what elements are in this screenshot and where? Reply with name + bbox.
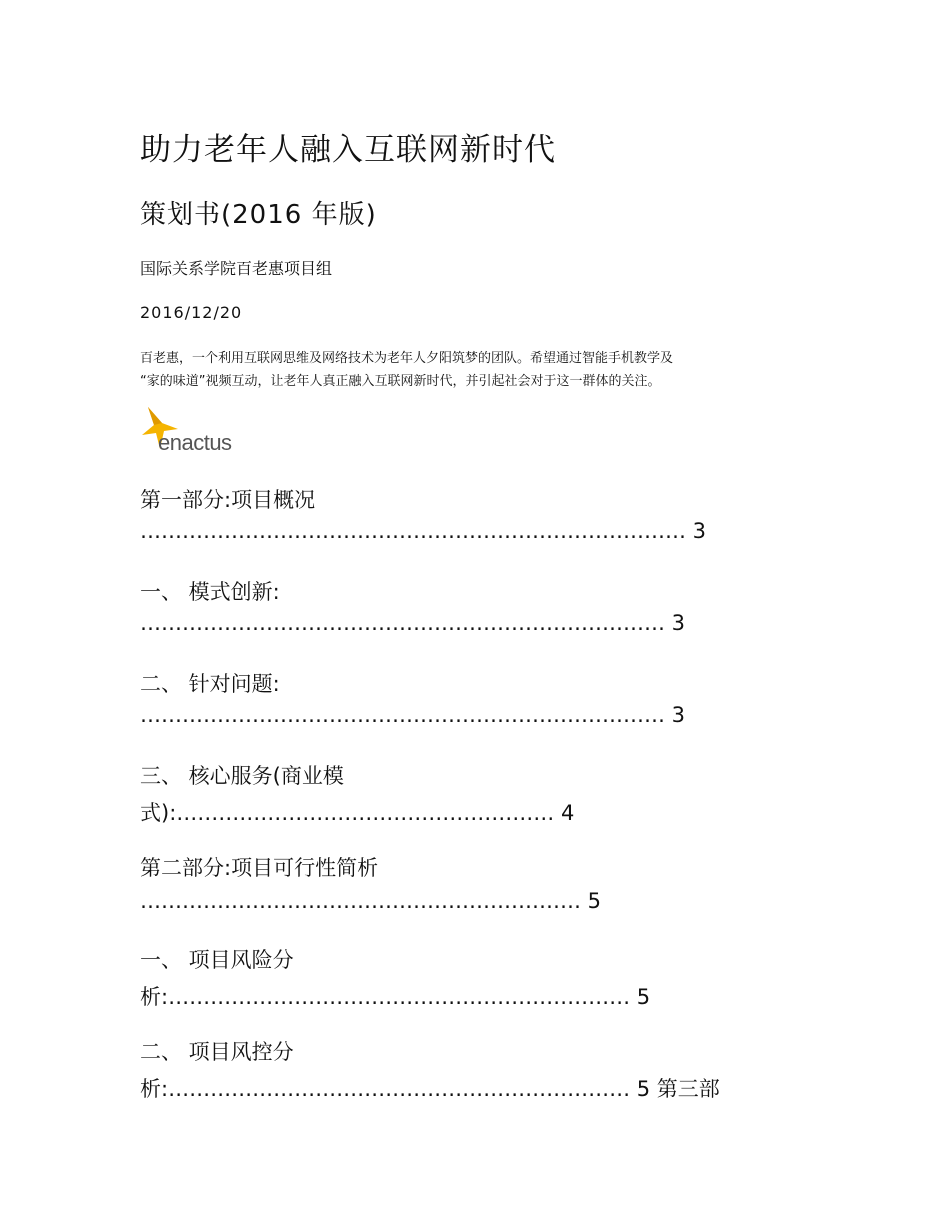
document-date: 2016/12/20 — [140, 303, 243, 322]
toc-entry-7-title: 二、 项目风控分 — [140, 1040, 294, 1064]
toc-entry-3-leader: ………………………………………………………………… 3 — [140, 703, 686, 727]
toc-entry-5-title: 第二部分:项目可行性简析 — [140, 856, 379, 880]
toc-entry-1-title: 第一部分:项目概况 — [140, 488, 316, 512]
description-line-2: “家的味道”视频互动，让老年人真正融入互联网新时代，并引起社会对于这一群体的关注。 — [140, 374, 661, 389]
toc-entry-5-leader: ……………………………………………………… 5 — [140, 889, 602, 913]
toc-entry-6-leader: 析:………………………………………………………… 5 — [140, 985, 651, 1009]
toc-entry-2-leader: ………………………………………………………………… 3 — [140, 611, 686, 635]
toc-entry-7-leader: 析:………………………………………………………… 5 第三部 — [140, 1077, 720, 1101]
toc-entry-1-leader: …………………………………………………………………… 3 — [140, 519, 707, 543]
document-title: 助力老年人融入互联网新时代 — [140, 132, 556, 168]
project-description — [140, 347, 820, 393]
toc-entry-3-title: 二、 针对问题: — [140, 672, 280, 696]
enactus-star-icon — [138, 405, 248, 457]
description-line-1: 百老惠，一个利用互联网思维及网络技术为老年人夕阳筑梦的团队。希望通过智能手机教学及 — [140, 351, 674, 366]
organization-name: 国际关系学院百老惠项目组 — [140, 259, 333, 278]
toc-entry-4-leader: 式):……………………………………………… 4 — [140, 801, 575, 825]
logo-text: enactus — [158, 430, 232, 455]
enactus-logo — [138, 405, 248, 457]
toc-entry-2-title: 一、 模式创新: — [140, 580, 280, 604]
document-subtitle: 策划书(2016 年版) — [140, 200, 377, 230]
toc-entry-4-title: 三、 核心服务(商业模 — [140, 764, 344, 788]
toc-entry-6-title: 一、 项目风险分 — [140, 948, 294, 972]
